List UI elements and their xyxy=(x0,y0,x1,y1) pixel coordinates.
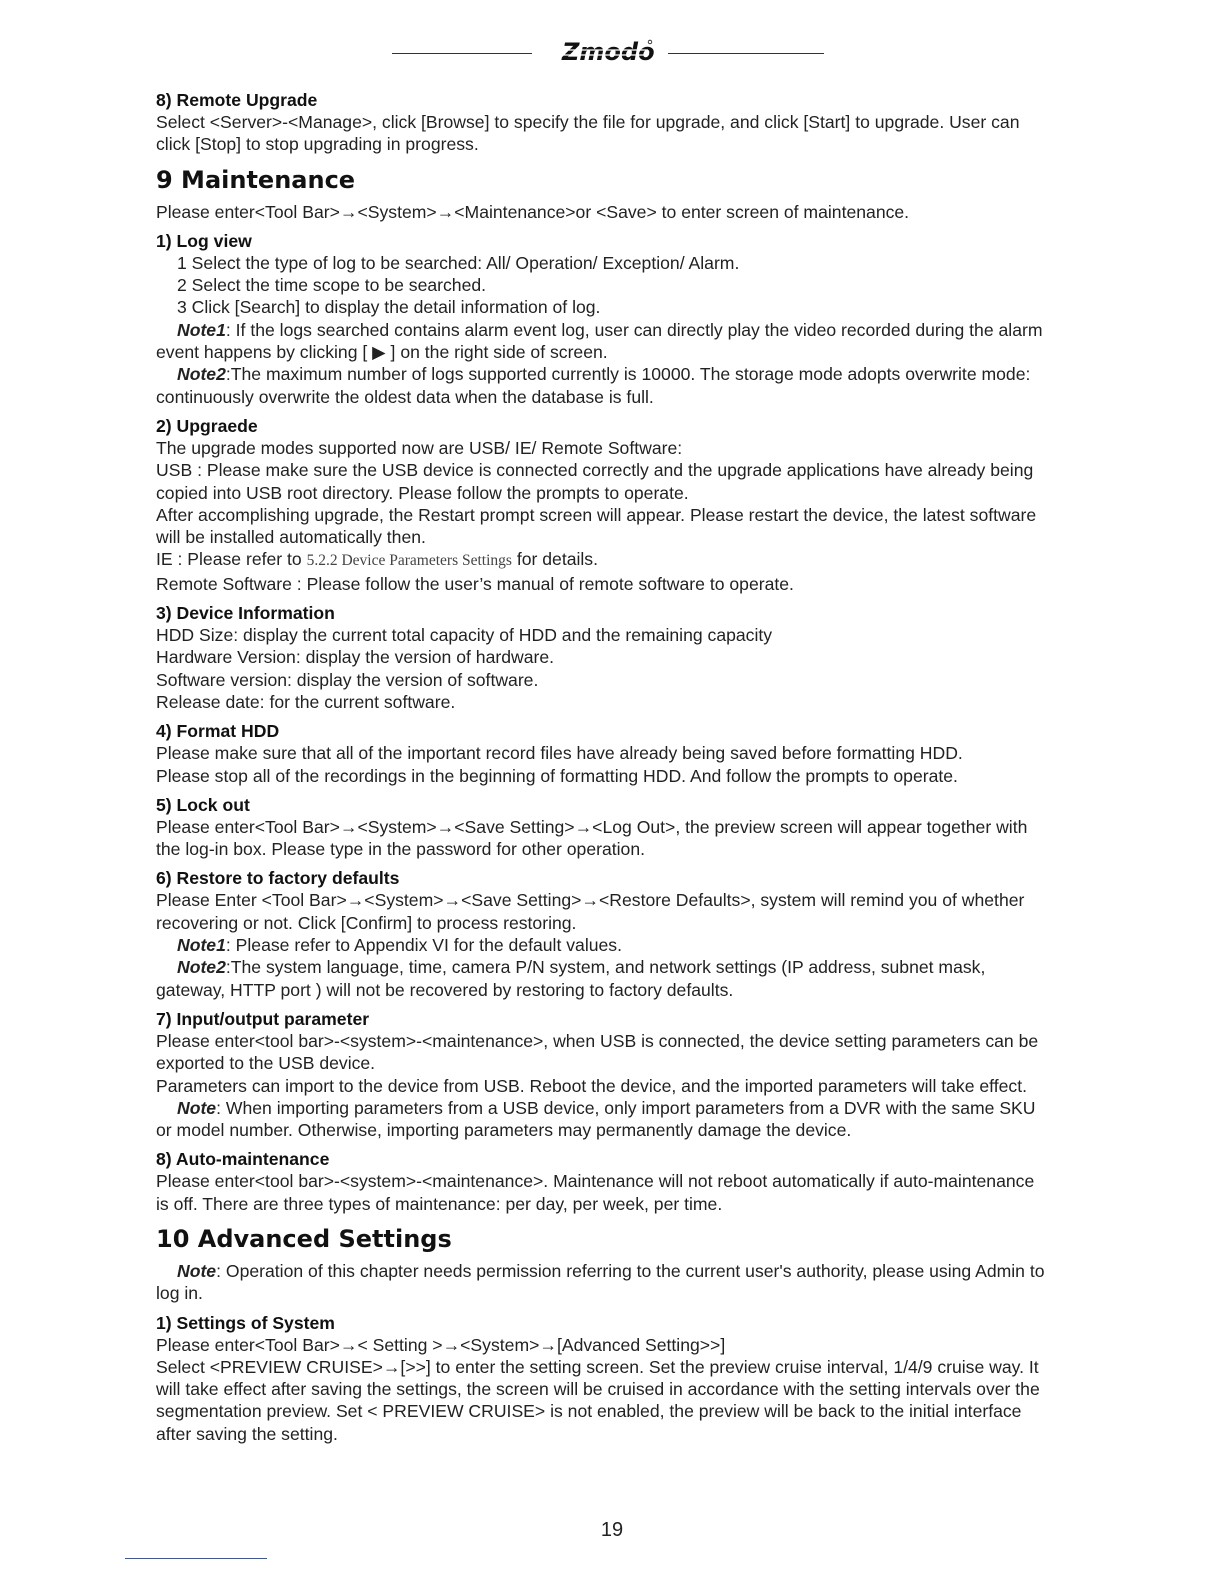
note-label: Note2 xyxy=(177,957,226,978)
lock-out-text: Please enter<Tool Bar>→<System>→<Save Setting>→<Log Out>, the preview screen will appear together with the log-in box. Please type in the password for other operation. xyxy=(156,816,1028,860)
upgrade-ie-prefix: IE : Please refer to xyxy=(156,549,307,570)
io-parameter-heading: 7) Input/output parameter xyxy=(156,1008,370,1029)
zmodo-logo xyxy=(548,36,658,66)
chapter-10-title: 10 Advanced Settings xyxy=(156,1224,452,1253)
release-date-line: Release date: for the current software. xyxy=(156,691,456,712)
upgrade-restart: After accomplishing upgrade, the Restart prompt screen will appear. Please restart the device, the latest software will be installed automatically then. xyxy=(156,504,1037,548)
upgrade-ie xyxy=(156,548,1046,572)
log-view-step-1: 1 Select the type of log to be searched: All/ Operation/ Exception/ Alarm. xyxy=(177,252,740,273)
restore-note-2 xyxy=(156,956,1046,1001)
restore-defaults-text: Please Enter <Tool Bar>→<System>→<Save Setting>→<Restore Defaults>, system will remind you of whether recovering or not. Click [Confirm] to process restoring. xyxy=(156,890,1025,933)
header-rule-right xyxy=(668,53,824,54)
log-view-heading: 1) Log view xyxy=(156,230,252,251)
restore-defaults-heading: 6) Restore to factory defaults xyxy=(156,868,400,889)
chapter-9-title: 9 Maintenance xyxy=(156,165,356,194)
io-parameter-import: Parameters can import to the device from USB. Reboot the device, and the imported parameters will take effect. xyxy=(156,1075,1027,1096)
note-label: Note1 xyxy=(177,319,226,340)
header-rule-left xyxy=(392,53,532,54)
auto-maintenance-heading: 8) Auto-maintenance xyxy=(156,1149,330,1170)
upgrade-modes: The upgrade modes supported now are USB/ IE/ Remote Software: xyxy=(156,437,683,458)
log-view-note-2 xyxy=(156,363,1046,408)
note-label: Note xyxy=(177,1097,217,1118)
format-hdd-line-2: Please stop all of the recordings in the beginning of formatting HDD. And follow the prompts to operate. xyxy=(156,765,958,786)
settings-of-system-path: Please enter<Tool Bar>→< Setting >→<System>→[Advanced Setting>>] xyxy=(156,1334,726,1355)
lock-out-heading: 5) Lock out xyxy=(156,794,250,815)
log-view-step-2: 2 Select the time scope to be searched. xyxy=(177,275,487,296)
device-information-heading: 3) Device Information xyxy=(156,603,335,624)
upgrade-remote-software: Remote Software : Please follow the user’s manual of remote software to operate. xyxy=(156,573,794,594)
page-body xyxy=(156,89,1046,1445)
page-number: 19 xyxy=(600,1519,624,1541)
settings-of-system-heading: 1) Settings of System xyxy=(156,1312,335,1333)
note-label: Note1 xyxy=(177,935,226,956)
upgrade-usb: USB : Please make sure the USB device is connected correctly and the upgrade applications have already being copied into USB root directory. Please follow the prompts to operate. xyxy=(156,460,1034,503)
log-view-note-1 xyxy=(156,319,1046,364)
note-text: : When importing parameters from a USB device, only import parameters from a DVR with the same SKU or model number. Otherwise, importing parameters may permanently damage the device. xyxy=(156,1097,1036,1141)
note-text: : If the logs searched contains alarm event log, user can directly play the video recorded during the alarm event happens by clicking [ ▶ ] on the right side of screen. xyxy=(156,319,1043,363)
hardware-version-line: Hardware Version: display the version of hardware. xyxy=(156,647,555,668)
upgrade-ie-suffix: for details. xyxy=(511,549,598,570)
io-parameter-export: Please enter<tool bar>-<system>-<maintenance>, when USB is connected, the device setting parameters can be exported to the USB device. xyxy=(156,1030,1039,1074)
software-version-line: Software version: display the version of software. xyxy=(156,669,539,690)
note-label: Note2 xyxy=(177,364,226,385)
io-parameter-note xyxy=(156,1097,1046,1142)
format-hdd-heading: 4) Format HDD xyxy=(156,721,280,742)
note-text: : Operation of this chapter needs permission referring to the current user's authority, please using Admin to log in. xyxy=(156,1260,1045,1304)
format-hdd-line-1: Please make sure that all of the important record files have already being saved before formatting HDD. xyxy=(156,743,963,764)
log-view-step-3: 3 Click [Search] to display the detail information of log. xyxy=(177,297,601,318)
device-parameters-reference: 5.2.2 Device Parameters Settings xyxy=(306,552,512,570)
advanced-settings-note xyxy=(156,1260,1046,1305)
note-text: :The maximum number of logs supported currently is 10000. The storage mode adopts overwrite mode: continuously overwrite the oldest data when the database is full. xyxy=(156,364,1031,407)
logo-text: Zmodo xyxy=(562,38,655,66)
remote-upgrade-text: Select <Server>-<Manage>, click [Browse] to specify the file for upgrade, and click [Start] to upgrade. User can click [Stop] to stop upgrading in progress. xyxy=(156,112,1020,155)
auto-maintenance-text: Please enter<tool bar>-<system>-<maintenance>. Maintenance will not reboot automatically if auto-maintenance is off. There are three types of maintenance: per day, per week, per time. xyxy=(156,1171,1035,1214)
hdd-size-line: HDD Size: display the current total capacity of HDD and the remaining capacity xyxy=(156,625,773,646)
note-label: Note xyxy=(177,1260,217,1281)
preview-cruise-text: Select <PREVIEW CRUISE>→[>>] to enter the setting screen. Set the preview cruise interval, 1/4/9 cruise way. It will take effect after saving the settings, the screen will be cruised in accordance with the setting intervals over the segmentation preview. Set < PREVIEW CRUISE> is not enabled, the preview will be back to the initial interface after saving the setting. xyxy=(156,1356,1040,1444)
note-text: :The system language, time, camera P/N system, and network settings (IP address, subnet mask, gateway, HTTP port ) will not be recovered by restoring to factory defaults. xyxy=(156,957,986,1000)
note-text: : Please refer to Appendix VI for the default values. xyxy=(225,935,622,956)
page-header xyxy=(0,30,1224,70)
restore-note-1 xyxy=(156,934,1046,956)
upgrade-heading: 2) Upgraede xyxy=(156,415,258,436)
maintenance-intro: Please enter<Tool Bar>→<System>→<Maintenance>or <Save> to enter screen of maintenance. xyxy=(156,201,910,222)
footnote-separator xyxy=(125,1558,267,1559)
remote-upgrade-heading: 8) Remote Upgrade xyxy=(156,90,318,110)
